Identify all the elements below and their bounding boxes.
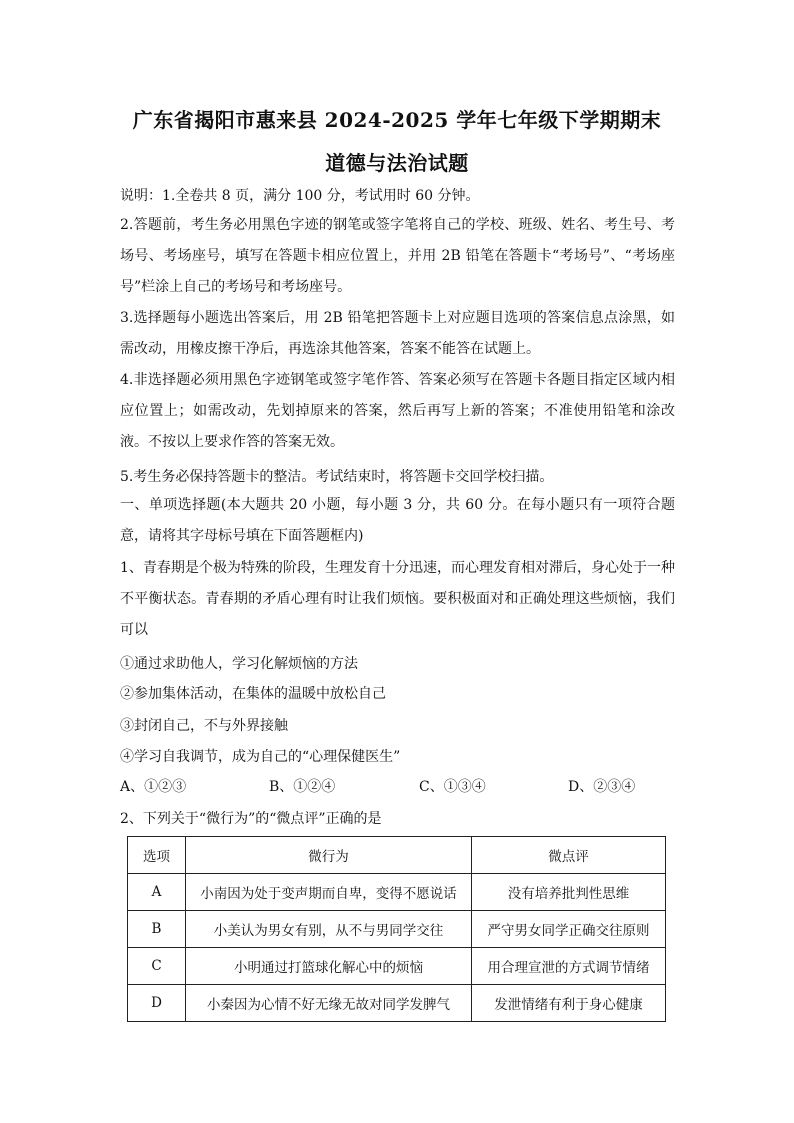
- table-header-cell: 选项: [128, 837, 186, 874]
- instruction-note-3: 3.选择题每小题选出答案后，用 2B 铅笔把答题卡上对应题目选项的答案信息点涂黑，如需改动，用橡皮擦干净后，再选涂其他答案，答案不能答在试题上。: [120, 310, 675, 357]
- exam-title: 广东省揭阳市惠来县 2024-2025 学年七年级下学期期末: [132, 108, 662, 132]
- question-1-item-3: ③封闭自己，不与外界接触: [120, 718, 288, 734]
- question-1-option-b: B、①②④: [269, 779, 336, 795]
- table-cell-behavior: 小明通过打篮球化解心中的烦恼: [186, 948, 472, 985]
- table-row: [128, 874, 666, 911]
- table-header-row: [128, 837, 666, 874]
- table-cell-option: A: [128, 874, 186, 911]
- table-cell-behavior: 小南因为处于变声期而自卑，变得不愿说话: [186, 874, 472, 911]
- table-cell-option: B: [128, 911, 186, 948]
- table-cell-comment: 没有培养批判性思维: [472, 874, 666, 911]
- question-1-item-4: ④学习自我调节，成为自己的“心理保健医生”: [120, 749, 401, 765]
- table-row: [128, 948, 666, 985]
- table-cell-behavior: 小秦因为心情不好无缘无故对同学发脾气: [186, 985, 472, 1022]
- table-cell-option: D: [128, 985, 186, 1022]
- instruction-note-2: 2.答题前，考生务必用黑色字迹的钢笔或签字笔将自己的学校、班级、姓名、考生号、考场号、考场座号，填写在答题卡相应位置上，并用 2B 铅笔在答题卡“考场号”、“考场座号”栏涂上自己的考场号和考场座号。: [120, 217, 675, 295]
- table-cell-comment: 用合理宣泄的方式调节情绪: [472, 948, 666, 985]
- question-1-item-1: ①通过求助他人，学习化解烦恼的方法: [120, 656, 358, 672]
- question-1-stem: 1、青春期是个极为特殊的阶段，生理发育十分迅速，而心理发育相对滞后，身心处于一种不平衡状态。青春期的矛盾心理有时让我们烦恼。要积极面对和正确处理这些烦恼，我们可以: [120, 560, 675, 638]
- section-heading: 一、单项选择题(本大题共 20 小题，每小题 3 分，共 60 分。在每小题只有一项符合题意，请将其字母标号填在下面答题框内): [120, 497, 675, 544]
- question-1-item-2: ②参加集体活动，在集体的温暖中放松自己: [120, 686, 386, 702]
- table-cell-comment: 严守男女同学正确交往原则: [472, 911, 666, 948]
- table-cell-behavior: 小美认为男女有别，从不与男同学交往: [186, 911, 472, 948]
- instruction-note-4: 4.非选择题必须用黑色字迹钢笔或签字笔作答、答案必须写在答题卡各题目指定区域内相应位置上；如需改动，先划掉原来的答案，然后再写上新的答案；不准使用铅笔和涂改液。不按以上要求作答的答案无效。: [120, 372, 675, 450]
- table-row: [128, 985, 666, 1022]
- table-header-cell: 微行为: [186, 837, 472, 874]
- table-cell-comment: 发泄情绪有利于身心健康: [472, 985, 666, 1022]
- table-row: [128, 911, 666, 948]
- exam-subtitle: 道德与法治试题: [325, 151, 469, 175]
- question-2-stem: 2、下列关于“微行为”的“微点评”正确的是: [120, 811, 382, 827]
- instruction-note-1: 说明：1.全卷共 8 页，满分 100 分，考试用时 60 分钟。: [120, 188, 480, 204]
- table-header-cell: 微点评: [472, 837, 666, 874]
- question-1-option-d: D、②③④: [568, 779, 636, 795]
- question-1-option-a: A、①②③: [120, 779, 187, 795]
- question-1-option-c: C、①③④: [419, 779, 486, 795]
- table-cell-option: C: [128, 948, 186, 985]
- question-2-table: [127, 836, 666, 1022]
- instruction-note-5: 5.考生务必保持答题卡的整洁。考试结束时，将答题卡交回学校扫描。: [120, 469, 554, 485]
